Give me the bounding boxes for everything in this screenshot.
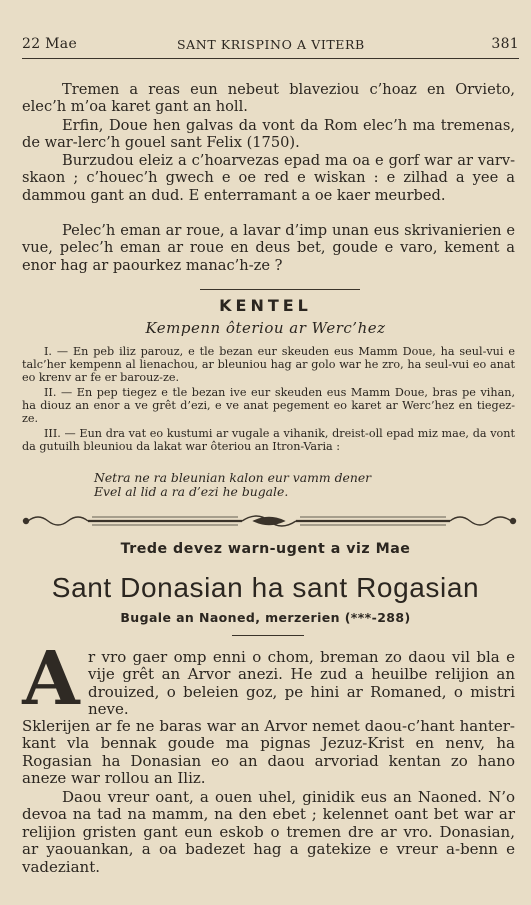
body-opening: r vro gaer omp enni o chom, breman zo daou vil bla e vije grêt an Arvor anezi. He zud a heuilbe relijion an drouized, o beleien goz, pe hini ar Romaned, o mistri neve.: [88, 648, 515, 719]
paragraph-3: Burzudou eleiz a c’hoarvezas epad ma oa e gorf war ar varv-skaon ; c’houec’h gwech e oe red e wiskan : e zilhad a yee a dammou gant an dud. E enterramant a oe kaer meurbed.: [22, 152, 515, 204]
section-subtitle: Bugale an Naoned, merzerien (***-288): [120, 610, 411, 625]
kentel-rule: [200, 289, 360, 290]
kentel-item-1: I. — En peb iliz parouz, e tle bezan eur skeuden eus Mamm Doue, ha seul-vui e talc’her kempenn al lienachou, ar bleuniou hag ar golo war he zro, ha seul-vui eo anat eo krenv ar fe er barouz-ze.: [22, 345, 515, 384]
paragraph-4: Pelec’h eman ar roue, a lavar d’imp unan eus skrivanierien e vue, pelec’h eman ar roue en deus bet, goude e varo, kement a enor hag ar paourkez manac’h-ze ?: [22, 222, 515, 274]
body-paragraph-2: Daou vreur oant, a ouen uhel, ginidik eus an Naoned. N’o devoa na tad na mamm, na den ebet ; kelennet oant bet war ar relijion gristen gant eun eskob o tremen dre ar vro. Donasian, ar yaouankan, a oa badezet hag a gatekize e vreur a-benn e vadeziant.: [22, 788, 515, 876]
kentel-heading: KENTEL: [219, 296, 312, 315]
section-date-heading: Trede devez warn-ugent a viz Mae: [120, 541, 411, 557]
page-number: 381: [491, 36, 519, 52]
dropcap: [22, 636, 80, 722]
body-continuation: Sklerijen ar fe ne baras war an Arvor nemet daou-c’hant hanter-kant vla bennak goude ma pignas Jezuz-Krist en nenv, ha Rogasian ha Donasian eo an daou arvoriad kentan zo hano aneze war rollou an Iliz.: [22, 717, 515, 788]
running-header: [22, 36, 519, 56]
header-title: SANT KRISPINO A VITERB: [177, 37, 365, 52]
verse-line-1: Netra ne ra bleunian kalon eur vamm dener: [94, 470, 372, 485]
kentel-subheading: Kempenn ôteriou ar Werc’hez: [145, 319, 386, 337]
header-date: 22 Mae: [22, 36, 78, 52]
paragraph-2: Erfin, Doue hen galvas da vont da Rom elec’h ma tremenas, de war-lerc’h gouel sant Felix (1750).: [22, 117, 515, 152]
kentel-item-3: III. — Eun dra vat eo kustumi ar vugale a vihanik, dreist-oll epad miz mae, da vont da gutuilh bleuniou da lakat war ôteriou an Itron-Varia :: [22, 427, 515, 453]
verse-line-2: Evel al lid a ra d’ezi he bugale.: [94, 484, 289, 499]
dropcap-letter: A: [22, 636, 80, 722]
title-rule: [232, 635, 304, 636]
ornamental-divider: [22, 510, 517, 532]
header-rule: [22, 58, 519, 59]
kentel-item-2: II. — En pep tiegez e tle bezan ive eur skeuden eus Mamm Doue, bras pe vihan, ha diouz an enor a ve grêt d’ezi, e ve anat pegement eo karet ar Werc’hez en tiegez-ze.: [22, 386, 515, 425]
paragraph-1: Tremen a reas eun nebeut blaveziou c’hoaz en Orvieto, elec’h m’oa karet gant an holl.: [22, 81, 515, 116]
section-title: Sant Donasian ha sant Rogasian: [51, 572, 480, 603]
